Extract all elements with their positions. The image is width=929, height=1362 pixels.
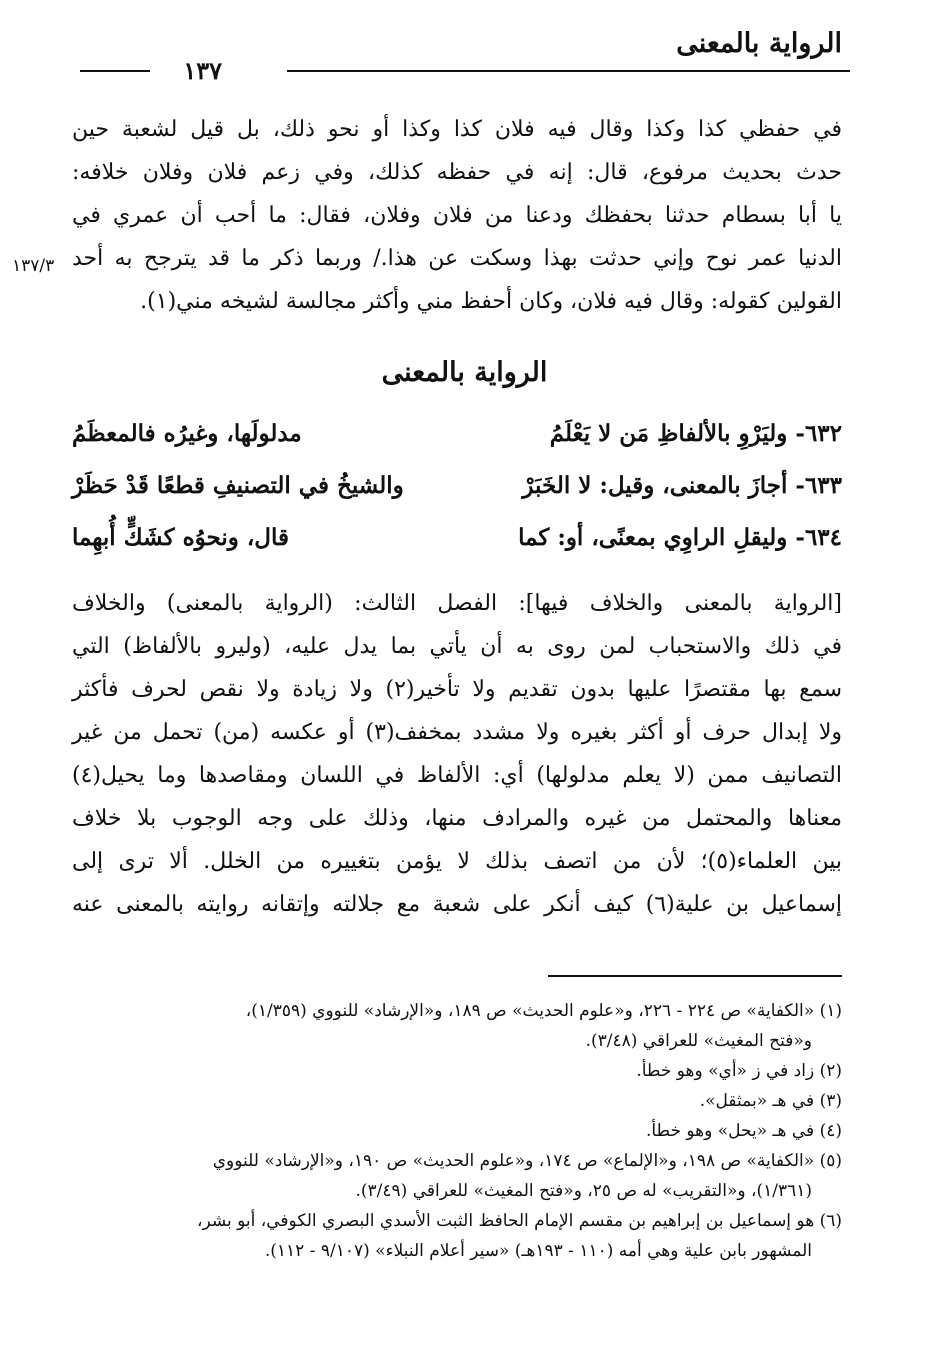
footnote-separator — [548, 975, 842, 977]
footnote-continuation: و«فتح المغيث» للعراقي (٣/٤٨). — [585, 1031, 812, 1051]
verse-second-hemistich: والشيخُ في التصنيفِ قطعًا قَدْ حَظَرْ — [72, 472, 404, 499]
text-line: في حفظي كذا وكذا وقال فيه فلان كذا وكذا أو نحو ذلك، بل قيل لشعبة حين — [72, 117, 842, 142]
footnote-5 — [72, 1146, 842, 1206]
verse-block — [72, 420, 842, 576]
running-header — [60, 26, 850, 86]
footnote-continuation: (١/٣٦١)، و«التقريب» له ص ٢٥، و«فتح المغيث» للعراقي (٣/٤٩). — [355, 1181, 812, 1201]
verse-first-hemistich: ٦٣٣- أجازَ بالمعنى، وقيل: لا الخَبَرْ — [522, 472, 842, 499]
footnote-continuation: المشهور بابن علية وهي أمه (١١٠ - ١٩٣هـ) «سير أعلام النبلاء» (٩/١٠٧ - ١١٢). — [264, 1241, 812, 1261]
footnote-4 — [72, 1116, 842, 1146]
footnote-text: (٥) «الكفاية» ص ١٩٨، و«الإلماع» ص ١٧٤، و«علوم الحديث» ص ١٩٠، و«الإرشاد» للنووي — [212, 1151, 842, 1171]
verse-first-hemistich: ٦٣٤- وليقلِ الراوِي بمعنًى، أو: كما — [518, 524, 842, 551]
text-line: في ذلك والاستحباب لمن روى به أن يأتي بما يدل عليه، (وليرو بالألفاظ) التي — [72, 634, 842, 659]
paragraph-opening — [72, 108, 842, 323]
page-number: ١٣٧ — [183, 56, 222, 85]
footnote-text: (٣) في هـ «بمثقل». — [699, 1091, 842, 1111]
margin-reference: ١٣٧/٣ — [12, 256, 55, 276]
text-line: ولا إبدال حرف أو أكثر بغيره ولا مشدد بمخفف(٣) أو عكسه (من) تحمل من غير — [72, 720, 842, 745]
text-line: إسماعيل بن علية(٦) كيف أنكر على شعبة مع جلالته وإتقانه روايته بالمعنى عنه — [72, 892, 842, 917]
text-line: يا أبا بسطام حدثنا بحفظك ودعنا من فلان وفلان، فقال: ما أحب أن عمري في — [72, 203, 842, 228]
footnotes — [72, 996, 842, 1266]
text-line: التصانيف ممن (لا يعلم مدلولها) أي: الألفاظ في اللسان ومقاصدها وما يحيل(٤) — [72, 763, 842, 788]
footnote-text: (٢) زاد في ز «أي» وهو خطأ. — [636, 1061, 842, 1081]
footnote-text: (٤) في هـ «يحل» وهو خطأ. — [645, 1121, 842, 1141]
footnote-text: (١) «الكفاية» ص ٢٢٤ - ٢٢٦، و«علوم الحديث» ص ١٨٩، و«الإرشاد» للنووي (١/٣٥٩)، — [245, 1001, 842, 1021]
verse-632 — [72, 420, 842, 472]
text-line: القولين كقوله: وقال فيه فلان، وكان أحفظ مني وأكثر مجالسة لشيخه مني(١). — [140, 289, 842, 314]
section-heading: الرواية بالمعنى — [381, 357, 548, 388]
verse-634 — [72, 524, 842, 576]
text-line: سمع بها مقتصرًا عليها بدون تقديم ولا تأخير(٢) ولا زيادة ولا نقص لحرف فأكثر — [72, 677, 842, 702]
header-rule-right — [287, 70, 850, 72]
header-title: الرواية بالمعنى — [676, 28, 842, 59]
footnote-1 — [72, 996, 842, 1056]
verse-second-hemistich: قال، ونحوُه كشَكٍّ أُبهِما — [72, 524, 289, 551]
footnote-2 — [72, 1056, 842, 1086]
footnote-6 — [72, 1206, 842, 1266]
paragraph-commentary — [72, 582, 842, 926]
footnote-text: (٦) هو إسماعيل بن إبراهيم بن مقسم الإمام الحافظ الثبت الأسدي البصري الكوفي، أبو بشر، — [196, 1211, 842, 1231]
verse-second-hemistich: مدلولَها، وغيرُه فالمعظَمُ — [72, 420, 302, 447]
text-line: معناها والمحتمل من غيره والمرادف منها، وذلك على وجه الوجوب بلا خلاف — [72, 806, 842, 831]
text-line: الدنيا عمر نوح وإني حدثت بهذا وسكت عن هذا./ وربما ذكر ما قد يترجح به أحد — [72, 246, 842, 271]
verse-first-hemistich: ٦٣٢- وليَرْوِ بالألفاظِ مَن لا يَعْلَمُ — [549, 420, 842, 447]
text-line: حدث بحديث مرفوع، قال: إنه في حفظه كذلك، وفي زعم فلان وفلان خلافه: — [72, 160, 842, 185]
footnote-3 — [72, 1086, 842, 1116]
verse-633 — [72, 472, 842, 524]
header-rule-left — [80, 70, 150, 72]
text-line: بين العلماء(٥)؛ لأن من اتصف بذلك لا يؤمن بتغييره من الخلل. ألا ترى إلى — [72, 849, 842, 874]
text-line: [الرواية بالمعنى والخلاف فيها]: الفصل الثالث: (الرواية بالمعنى) والخلاف — [72, 591, 842, 616]
